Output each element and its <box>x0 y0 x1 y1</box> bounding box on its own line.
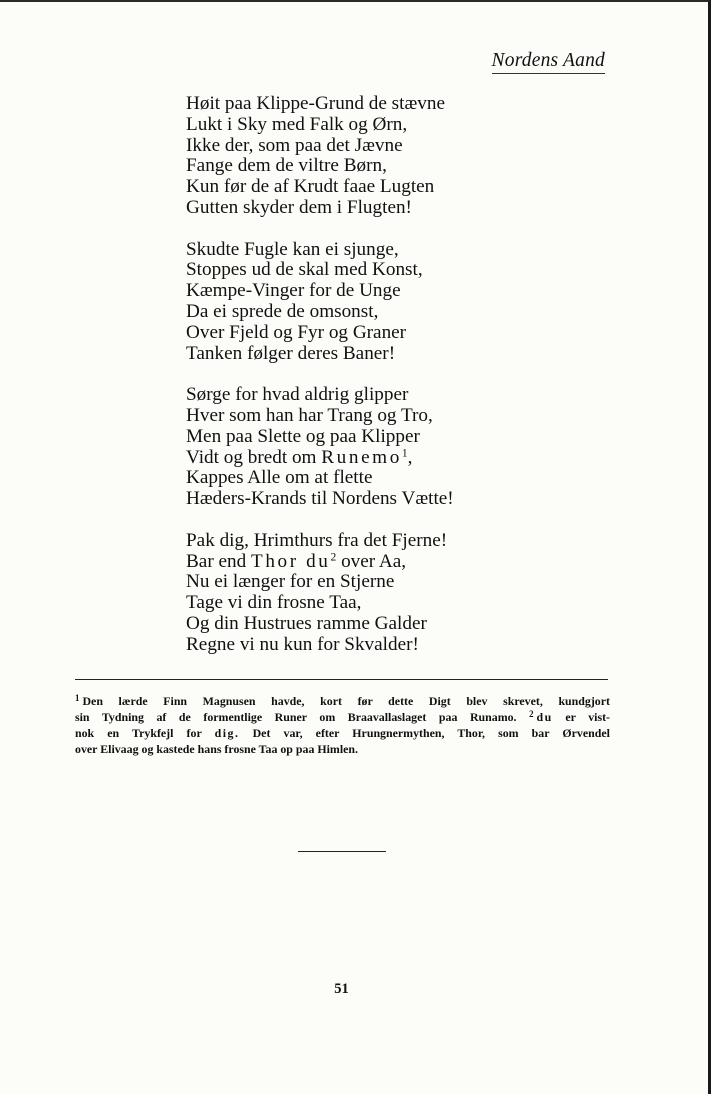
poem-text: , <box>407 446 413 468</box>
footnote-divider <box>75 679 608 680</box>
footnote-line <box>75 709 610 725</box>
footnote-line: over Elivaag og kastede hans frosne Taa op paa Himlen. <box>75 742 358 756</box>
footnote-text: sin Tydning af de formentlige Runer om Braavallaslaget paa Runamo. <box>75 710 517 724</box>
poem-line: Ikke der, som paa det Jævne <box>186 134 403 156</box>
poem-line: Sørge for hvad aldrig glipper <box>186 384 409 406</box>
footnote-marker-1: 1 <box>75 692 80 703</box>
poem-line: Stoppes ud de skal med Konst, <box>186 259 423 281</box>
poem-line: Pak dig, Hrimthurs fra det Fjerne! <box>186 529 448 551</box>
footnote-line <box>75 693 610 709</box>
poem-line: Gutten skyder dem i Flugten! <box>186 196 412 218</box>
footnote-spaced-word: du <box>536 710 553 724</box>
poem-line: Regne vi nu kun for Skvalder! <box>186 633 419 655</box>
stanza-3 <box>186 385 586 510</box>
poem-line-thor <box>186 552 586 573</box>
poem-line: Tage vi din frosne Taa, <box>186 592 362 614</box>
poem-line: Kæmpe-Vinger for de Unge <box>186 280 401 302</box>
poem-line-runemo <box>186 448 586 469</box>
poem-line: Og din Hustrues ramme Galder <box>186 612 427 634</box>
footnote-text: nok en Trykfejl for <box>75 726 202 740</box>
footnote-ref-2: 2 <box>330 551 337 564</box>
footnote-spaced-word: dig. <box>214 726 240 740</box>
stanza-4 <box>186 531 586 656</box>
poem-text: Vidt og bredt om <box>186 446 317 468</box>
page-number: 51 <box>334 981 349 997</box>
poem <box>186 94 586 676</box>
footnote-text: Den lærde Finn Magnusen havde, kort før dette Digt blev skrevet, kundgjort <box>82 694 610 708</box>
spaced-word-runemo: Runemo <box>321 446 402 468</box>
poem-text: over Aa, <box>336 550 407 572</box>
footnote-ref-1: 1 <box>401 447 408 460</box>
footnote-text: er vist- <box>565 710 610 724</box>
running-header: Nordens Aand <box>492 50 605 74</box>
stanza-2 <box>186 240 586 365</box>
poem-line: Nu ei længer for en Stjerne <box>186 571 395 593</box>
poem-line: Hver som han har Trang og Tro, <box>186 404 433 426</box>
poem-line: Kun før de af Krudt faae Lugten <box>186 176 435 198</box>
footnote-marker-2: 2 <box>529 708 534 719</box>
poem-line: Hæders-Krands til Nordens Vætte! <box>186 488 454 510</box>
spaced-word-thor-du: Thor du <box>251 550 331 572</box>
poem-line: Skudte Fugle kan ei sjunge, <box>186 238 399 260</box>
stanza-1 <box>186 94 586 219</box>
poem-line: Da ei sprede de omsonst, <box>186 300 379 322</box>
poem-line: Tanken følger deres Baner! <box>186 342 396 364</box>
footnote-line <box>75 725 610 741</box>
poem-line: Lukt i Sky med Falk og Ørn, <box>186 113 408 135</box>
footnote-text: Det var, efter Hrungnermythen, Thor, som bar Ørvendel <box>252 726 610 740</box>
poem-line: Men paa Slette og paa Klipper <box>186 425 420 447</box>
poem-line: Over Fjeld og Fyr og Graner <box>186 321 407 343</box>
poem-line: Høit paa Klippe-Grund de stævne <box>186 93 445 114</box>
section-divider <box>298 851 386 852</box>
poem-text: Bar end <box>186 550 247 572</box>
footnotes <box>75 693 610 757</box>
poem-line: Kappes Alle om at flette <box>186 467 373 489</box>
poem-line: Fange dem de viltre Børn, <box>186 155 387 177</box>
